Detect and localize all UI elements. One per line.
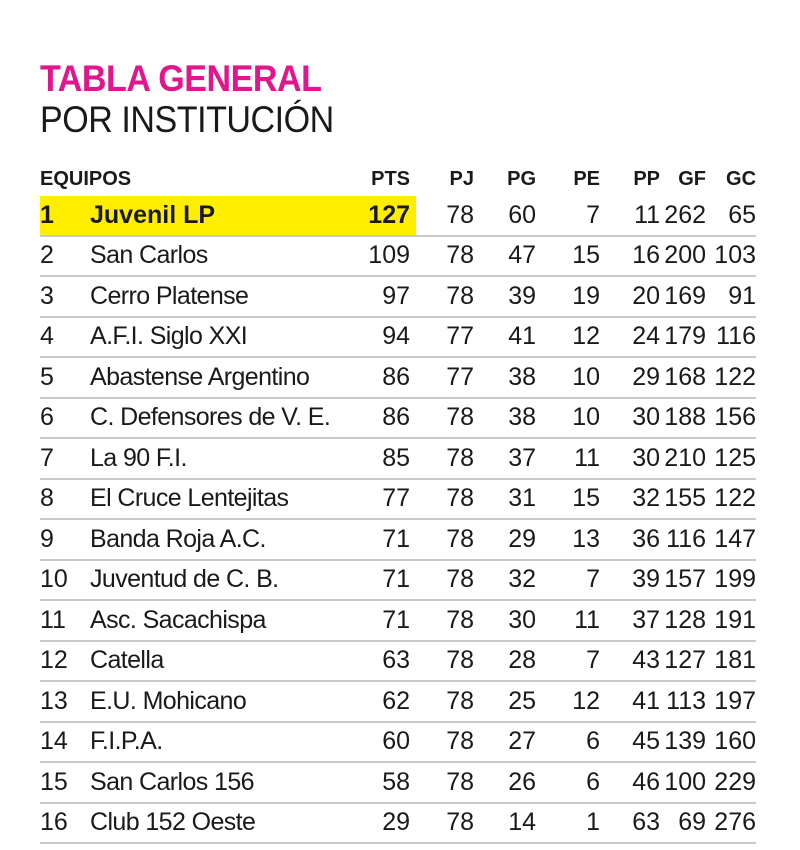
played-cell: 78 [416,236,474,277]
lost-cell: 36 [600,519,660,560]
lost-cell: 63 [600,803,660,844]
table-row-leader [40,196,756,236]
won-cell: 32 [474,560,536,601]
points-cell: 94 [326,317,416,358]
won-cell: 41 [474,317,536,358]
position-cell: 9 [40,519,90,560]
goals-against-cell: 125 [706,438,756,479]
drawn-cell: 12 [536,681,600,722]
team-name-cell: Abastense Argentino [90,357,326,398]
won-cell: 14 [474,803,536,844]
goals-against-cell: 276 [706,803,756,844]
team-name-cell: C. Defensores de V. E. [90,398,326,439]
goals-for-cell: 157 [660,560,706,601]
won-cell: 28 [474,641,536,682]
played-cell: 78 [416,479,474,520]
goals-against-cell: 91 [706,276,756,317]
table-row [40,479,756,520]
position-cell: 11 [40,600,90,641]
column-header-pp: PP [633,167,661,190]
goals-against-cell: 199 [706,560,756,601]
position-cell: 1 [40,196,90,236]
played-cell: 78 [416,398,474,439]
position-cell: 6 [40,398,90,439]
lost-cell: 32 [600,479,660,520]
table-row [40,519,756,560]
table-row [40,438,756,479]
goals-for-cell: 139 [660,722,706,763]
points-cell: 109 [326,236,416,277]
lost-cell: 37 [600,600,660,641]
position-cell: 12 [40,641,90,682]
played-cell: 78 [416,438,474,479]
table-row [40,641,756,682]
won-cell: 30 [474,600,536,641]
played-cell: 78 [416,560,474,601]
points-cell: 62 [326,681,416,722]
team-name-cell: Cerro Platense [90,276,326,317]
table-row [40,803,756,844]
position-cell: 4 [40,317,90,358]
points-cell: 29 [326,803,416,844]
drawn-cell: 11 [536,600,600,641]
lost-cell: 24 [600,317,660,358]
column-header-pj: PJ [449,167,475,190]
position-cell: 10 [40,560,90,601]
played-cell: 78 [416,681,474,722]
played-cell: 78 [416,196,474,236]
points-cell: 97 [326,276,416,317]
points-cell: 85 [326,438,416,479]
drawn-cell: 13 [536,519,600,560]
drawn-cell: 15 [536,236,600,277]
goals-for-cell: 210 [660,438,706,479]
goals-for-cell: 169 [660,276,706,317]
won-cell: 29 [474,519,536,560]
lost-cell: 45 [600,722,660,763]
column-header-pg: PG [507,167,537,190]
played-cell: 78 [416,722,474,763]
drawn-cell: 10 [536,398,600,439]
lost-cell: 41 [600,681,660,722]
team-name-cell: Asc. Sacachispa [90,600,326,641]
position-cell: 13 [40,681,90,722]
drawn-cell: 10 [536,357,600,398]
team-name-cell: Juvenil LP [90,196,326,236]
team-name-cell: Banda Roja A.C. [90,519,326,560]
won-cell: 27 [474,722,536,763]
table-row [40,398,756,439]
goals-against-cell: 156 [706,398,756,439]
goals-against-cell: 197 [706,681,756,722]
points-cell: 77 [326,479,416,520]
drawn-cell: 7 [536,641,600,682]
team-name-cell: A.F.I. Siglo XXI [90,317,326,358]
table-row [40,762,756,803]
goals-for-cell: 168 [660,357,706,398]
table-heading [40,58,359,140]
table-row [40,722,756,763]
team-name-cell: La 90 F.I. [90,438,326,479]
position-cell: 3 [40,276,90,317]
lost-cell: 20 [600,276,660,317]
goals-against-cell: 160 [706,722,756,763]
goals-for-cell: 179 [660,317,706,358]
standings-body [40,196,756,843]
column-header-pe: PE [573,167,601,190]
won-cell: 38 [474,398,536,439]
played-cell: 77 [416,317,474,358]
goals-against-cell: 122 [706,357,756,398]
played-cell: 78 [416,803,474,844]
points-cell: 71 [326,560,416,601]
goals-for-cell: 200 [660,236,706,277]
drawn-cell: 11 [536,438,600,479]
team-name-cell: Club 152 Oeste [90,803,326,844]
goals-against-cell: 103 [706,236,756,277]
drawn-cell: 1 [536,803,600,844]
team-name-cell: San Carlos 156 [90,762,326,803]
column-header-equipos: EQUIPOS [40,167,132,190]
drawn-cell: 7 [536,560,600,601]
table-row [40,600,756,641]
team-name-cell: San Carlos [90,236,326,277]
team-name-cell: Catella [90,641,326,682]
points-cell: 127 [326,196,416,236]
lost-cell: 30 [600,438,660,479]
played-cell: 78 [416,519,474,560]
played-cell: 78 [416,600,474,641]
points-cell: 86 [326,398,416,439]
table-row [40,276,756,317]
team-name-cell: E.U. Mohicano [90,681,326,722]
goals-for-cell: 188 [660,398,706,439]
goals-for-cell: 116 [660,519,706,560]
played-cell: 78 [416,641,474,682]
won-cell: 37 [474,438,536,479]
team-name-cell: F.I.P.A. [90,722,326,763]
won-cell: 31 [474,479,536,520]
team-name-cell: Juventud de C. B. [90,560,326,601]
won-cell: 47 [474,236,536,277]
position-cell: 16 [40,803,90,844]
goals-against-cell: 229 [706,762,756,803]
played-cell: 78 [416,762,474,803]
points-cell: 86 [326,357,416,398]
page-subtitle: POR INSTITUCIÓN [40,99,334,140]
drawn-cell: 6 [536,722,600,763]
drawn-cell: 19 [536,276,600,317]
points-cell: 58 [326,762,416,803]
team-name-cell: El Cruce Lentejitas [90,479,326,520]
played-cell: 77 [416,357,474,398]
column-header-pts: PTS [371,167,411,190]
lost-cell: 46 [600,762,660,803]
goals-for-cell: 113 [660,681,706,722]
drawn-cell: 15 [536,479,600,520]
position-cell: 8 [40,479,90,520]
lost-cell: 29 [600,357,660,398]
lost-cell: 39 [600,560,660,601]
goals-for-cell: 127 [660,641,706,682]
goals-against-cell: 65 [706,196,756,236]
table-row [40,357,756,398]
goals-for-cell: 69 [660,803,706,844]
position-cell: 5 [40,357,90,398]
points-cell: 71 [326,600,416,641]
page-title: TABLA GENERAL [40,58,322,99]
won-cell: 26 [474,762,536,803]
won-cell: 25 [474,681,536,722]
lost-cell: 43 [600,641,660,682]
drawn-cell: 7 [536,196,600,236]
goals-for-cell: 128 [660,600,706,641]
table-row [40,317,756,358]
position-cell: 14 [40,722,90,763]
column-header-gc: GC [726,167,757,190]
table-row [40,560,756,601]
column-header-gf: GF [678,167,707,190]
goals-for-cell: 262 [660,196,706,236]
played-cell: 78 [416,276,474,317]
table-row [40,681,756,722]
won-cell: 60 [474,196,536,236]
position-cell: 7 [40,438,90,479]
goals-against-cell: 122 [706,479,756,520]
header-row [40,162,756,196]
position-cell: 2 [40,236,90,277]
standings-table [40,162,756,844]
won-cell: 38 [474,357,536,398]
goals-against-cell: 181 [706,641,756,682]
goals-for-cell: 155 [660,479,706,520]
points-cell: 71 [326,519,416,560]
goals-for-cell: 100 [660,762,706,803]
won-cell: 39 [474,276,536,317]
lost-cell: 16 [600,236,660,277]
lost-cell: 30 [600,398,660,439]
lost-cell: 11 [600,196,660,236]
table-row [40,236,756,277]
points-cell: 60 [326,722,416,763]
drawn-cell: 12 [536,317,600,358]
points-cell: 63 [326,641,416,682]
goals-against-cell: 147 [706,519,756,560]
goals-against-cell: 191 [706,600,756,641]
position-cell: 15 [40,762,90,803]
drawn-cell: 6 [536,762,600,803]
goals-against-cell: 116 [706,317,756,358]
